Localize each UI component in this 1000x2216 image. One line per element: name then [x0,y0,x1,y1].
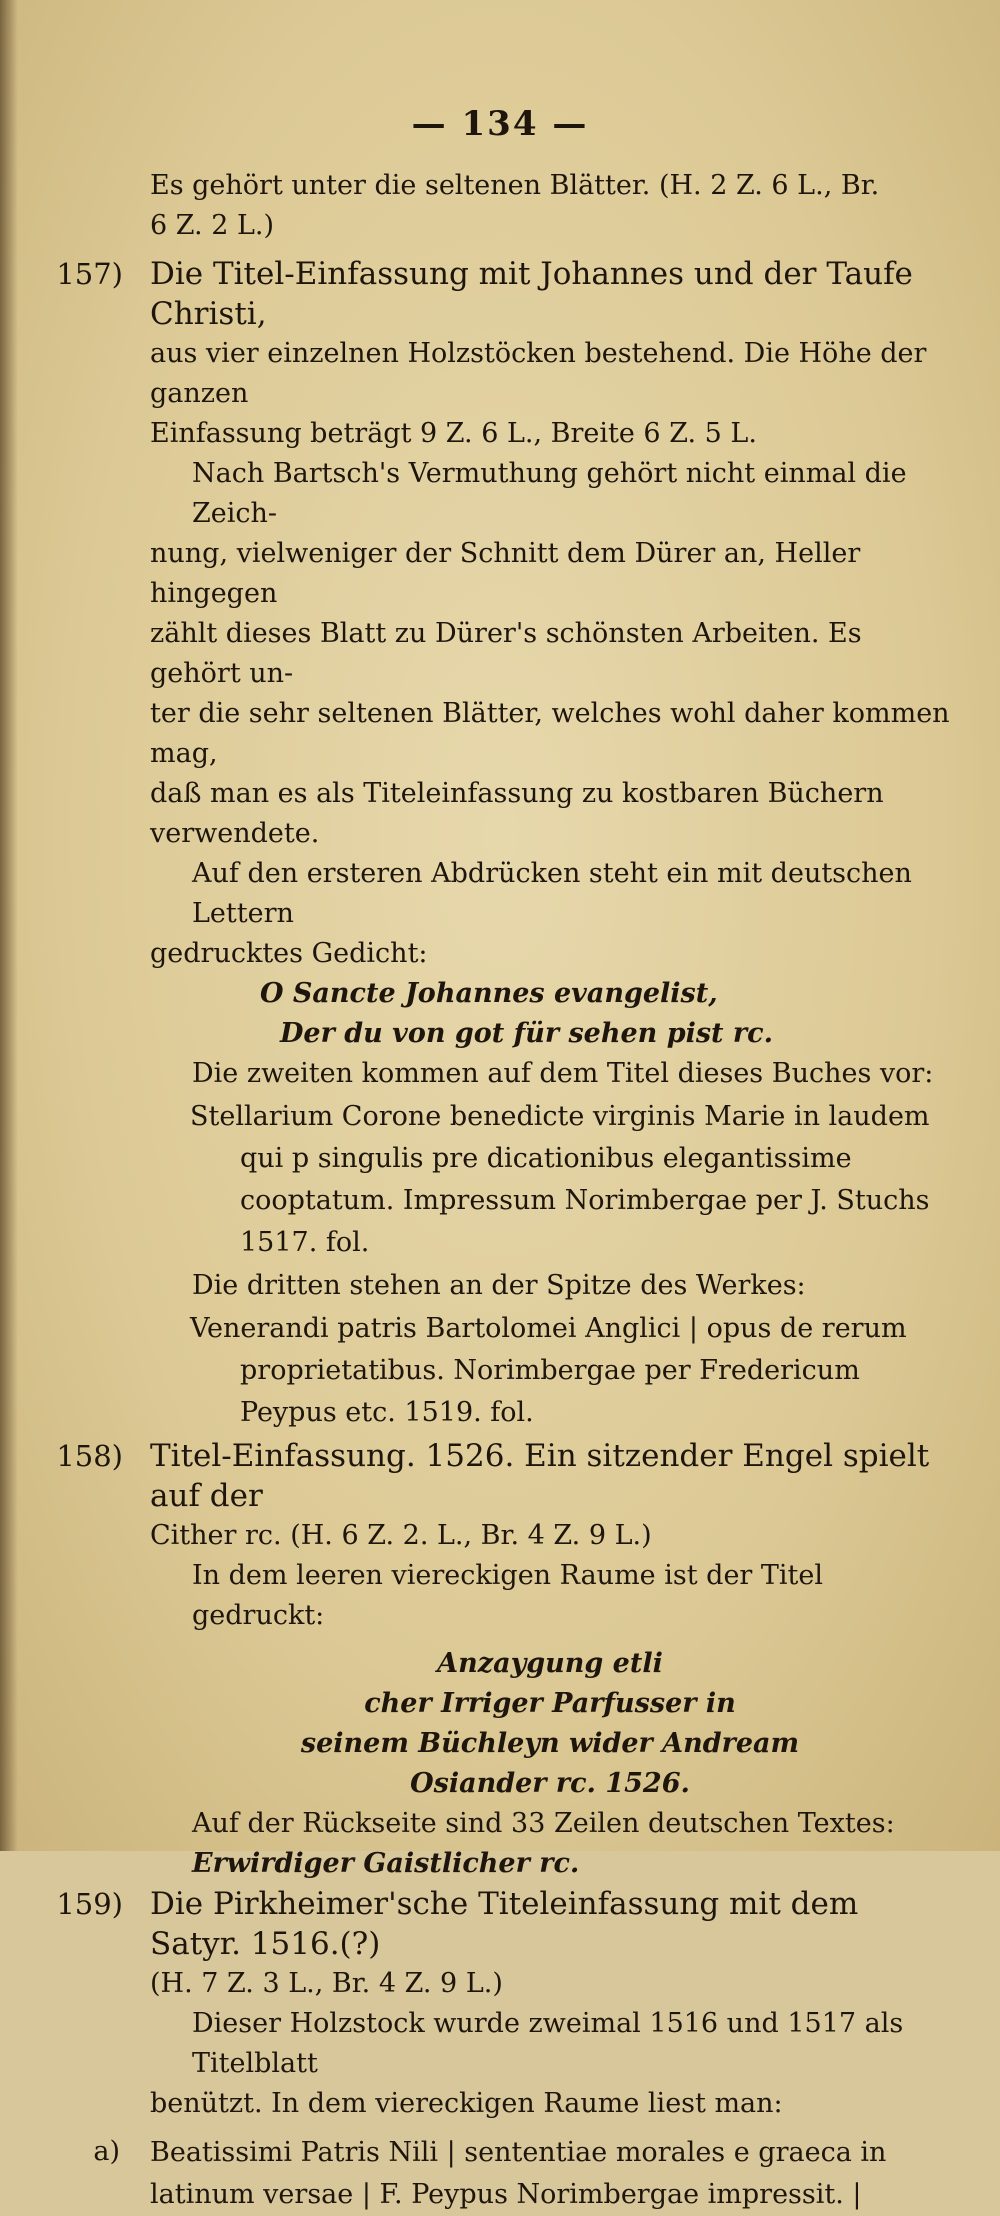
latin-title: Stellarium Corone benedicte virginis Marie in laudem qui p singulis pre dicationibus elegantissime cooptatum. Impressum Norimbergae per J. Stuchs 1517. fol. [190,1101,930,1258]
entry-number: 158) [56,1439,123,1473]
text-line: 6 Z. 2 L.) [150,210,275,241]
entry-title: Die Pirkheimer'sche Titeleinfassung mit dem Satyr. 1516.(?) [150,1886,859,1962]
center-line: Osiander rc. 1526. [410,1768,690,1799]
poem-line: O Sancte Johannes evangelist, [260,978,718,1009]
text-line: Die dritten stehen an der Spitze des Werkes: [192,1270,806,1301]
entry-number: 157) [56,257,123,291]
center-line: Anzaygung etli [437,1648,663,1679]
text-line: (H. 7 Z. 3 L., Br. 4 Z. 9 L.) [150,1968,503,1999]
text-line: Einfassung beträgt 9 Z. 6 L., Breite 6 Z. 5 L. [150,418,757,449]
poem-line: Der du von got für sehen pist rc. [280,1018,773,1049]
text-line: zählt dieses Blatt zu Dürer's schönsten Arbeiten. Es gehört un- [150,618,862,689]
item-label: a) [93,2136,120,2167]
entry-title: Titel-Einfassung. 1526. Ein sitzender Engel spielt auf der [150,1438,930,1514]
entry-158 [56,1436,950,1884]
latin-title: Beatissimi Patris Nili | sententiae morales e graeca in latinum versae | F. Peypus Norimbergae impressit. | [150,2137,887,2210]
text-line: Auf der Rückseite sind 33 Zeilen deutschen Textes: [192,1808,895,1839]
entry-title: Die Titel-Einfassung mit Johannes und der Taufe Christi, [150,256,913,332]
text-line: In dem leeren viereckigen Raume ist der Titel gedruckt: [192,1560,824,1631]
text-line: aus vier einzelnen Holzstöcken bestehend. Die Höhe der ganzen [150,338,927,409]
text-line: benützt. In dem viereckigen Raume liest man: [150,2088,783,2119]
text-line: nung, vielweniger der Schnitt dem Dürer an, Heller hingegen [150,538,861,609]
latin-title: Venerandi patris Bartolomei Anglici | opus de rerum proprietatibus. Norimbergae per Fredericum Peypus etc. 1519. fol. [190,1313,907,1428]
entry-number: 159) [56,1887,123,1921]
entry-159 [56,1884,950,2216]
text-line: Erwirdiger Gaistlicher rc. [192,1848,580,1879]
page-edge-shadow [0,0,18,1851]
page-content [56,166,950,2216]
text-line: Dieser Holzstock wurde zweimal 1516 und 1517 als Titelblatt [192,2008,904,2079]
center-line: cher Irriger Parfusser in [364,1688,736,1719]
text-line: Auf den ersteren Abdrücken steht ein mit deutschen Lettern [192,858,912,929]
center-line: seinem Büchleyn wider Andream [300,1728,800,1759]
text-line: Cither rc. (H. 6 Z. 2. L., Br. 4 Z. 9 L.) [150,1520,652,1551]
list-item [93,2132,950,2216]
text-line: ter die sehr seltenen Blätter, welches wohl daher kommen mag, [150,698,950,769]
text-line: daß man es als Titeleinfassung zu kostbaren Büchern verwendete. [150,778,884,849]
text-line: Nach Bartsch's Vermuthung gehört nicht einmal die Zeich- [192,458,907,529]
page-number-header: — 134 — [411,104,589,144]
text-line: gedrucktes Gedicht: [150,938,428,969]
entry-157 [56,254,950,1434]
text-line: Es gehört unter die seltenen Blätter. (H. 2 Z. 6 L., Br. [150,170,880,201]
text-line: Die zweiten kommen auf dem Titel dieses Buches vor: [192,1058,934,1089]
